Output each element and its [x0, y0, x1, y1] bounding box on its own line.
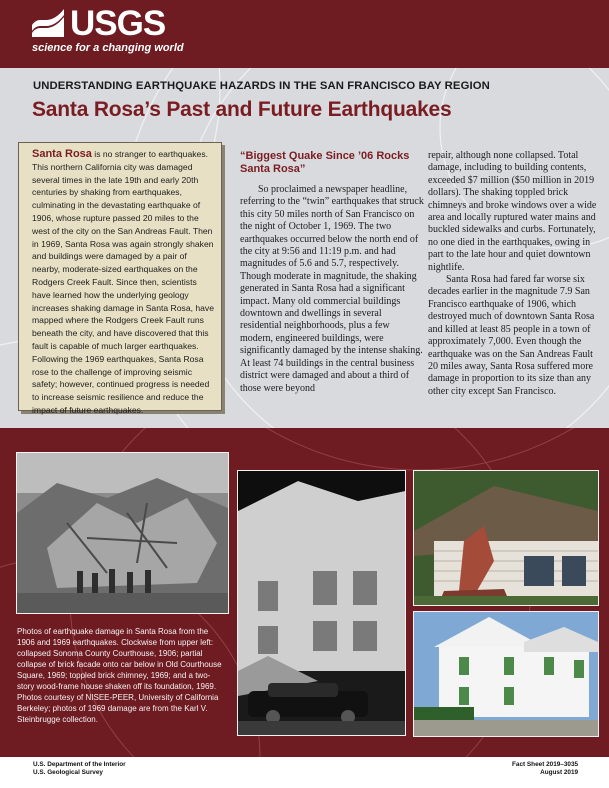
article-paragraph-1: So proclaimed a newspaper headline, referring to the “twin” earthquakes that struck this city 50 miles north of San Francisco on the night of October 1, 1969. The two earthquakes occurred below the north end of the city at 9:56 and 11:19 p.m. and had magnitudes of 5.6 and 5.7, respectively. Though moderate in magnitude, the shaking generated in Santa Rosa had a significant impact. Many old commercial buildings downtown and dwellings in several residential neighborhoods, plus a few modern, engineered buildings, were significantly damaged by the intense shaking. At least 74 buildings in the central business district were damaged and about a third of those were beyond	[240, 184, 424, 394]
article-paragraph-1-continued: repair, although none collapsed. Total damage, including to building contents, exceeded $7 million ($50 million in 2019 dollars). The shaking toppled brick chimneys and broke windows over a wide area and locally ruptured water mains and buckled sidewalks and curbs. Fortunately, no one died in the earthquakes, owing in part to the late hour and quiet downtown nightlife.	[428, 150, 597, 273]
courthouse-collapse-photo	[16, 452, 229, 614]
footer-fact-sheet-number: Fact Sheet 2019–3035	[512, 761, 579, 768]
shifted-house-photo	[413, 611, 599, 737]
intro-paragraph	[32, 148, 216, 417]
article-column-right	[428, 150, 598, 398]
footer-date: August 2019	[540, 769, 579, 777]
article-column-middle	[240, 184, 425, 395]
region-heading: UNDERSTANDING EARTHQUAKE HAZARDS IN THE SAN FRANCISCO BAY REGION	[33, 80, 490, 92]
footer-department: U.S. Department of the Interior	[33, 761, 126, 768]
facade-collapse-photo	[237, 470, 406, 736]
article-paragraph-2: Santa Rosa had fared far worse six decades earlier in the magnitude 7.9 San Francisco earthquake of 1906, which destroyed much of downtown Santa Rosa and killed at least 85 people in a town of approximately 7,000. Even though the earthquake was on the San Andreas Fault 20 miles away, Santa Rosa suffered more damage in proportion to its size than any other city except San Francisco.	[428, 274, 595, 397]
usgs-tagline: science for a changing world	[32, 42, 184, 54]
footer-publication	[512, 761, 578, 778]
usgs-logo-text[interactable]: USGS	[70, 4, 166, 43]
intro-body: is no stranger to earthquakes. This northern California city was damaged several times in the late 19th and early 20th centuries by shaking from earthquakes, culminating in the devastating earthquake of 1906, whose rupture passed 20 miles to the west of the city on the San Andreas Fault. Then in 1969, Santa Rosa was again strongly shaken and buildings were damaged by a pair of nearby, moderate-sized earthquakes on the Rodgers Creek Fault. Since then, scientists have learned how the underlying geology increases shaking damage in Santa Rosa, have mapped where the Rodgers Creek Fault runs beneath the city, and have discovered that this fault is capable of much larger earthquakes. Following the 1969 earthquakes, Santa Rosa rose to the challenge of improving seismic safety; however, continued progress is needed to increase seismic resilience and reduce the impact of future earthquakes.	[32, 149, 215, 415]
footer-survey: U.S. Geological Survey	[33, 769, 103, 777]
toppled-chimney-photo	[413, 470, 599, 606]
footer-agency	[33, 761, 126, 778]
page-title: Santa Rosa’s Past and Future Earthquakes	[32, 98, 452, 121]
intro-lead-word: Santa Rosa	[32, 148, 92, 160]
usgs-wave-icon	[30, 7, 66, 41]
photo-caption: Photos of earthquake damage in Santa Rosa from the 1906 and 1969 earthquakes. Clockwise from upper left: collapsed Sonoma County Courthouse, 1906; partial collapse of brick facade onto car below in Old Courthouse Square, 1969; toppled brick chimney, 1969; and a two-story wood-frame house shaken off its foundation, 1969. Photos courtesy of NISEE-PEER, University of California Berkeley; photos of 1969 damage are from the Karl V. Steinbrugge collection.	[17, 627, 222, 724]
article-heading: “Biggest Quake Since ’06 Rocks Santa Rosa”	[240, 150, 410, 175]
